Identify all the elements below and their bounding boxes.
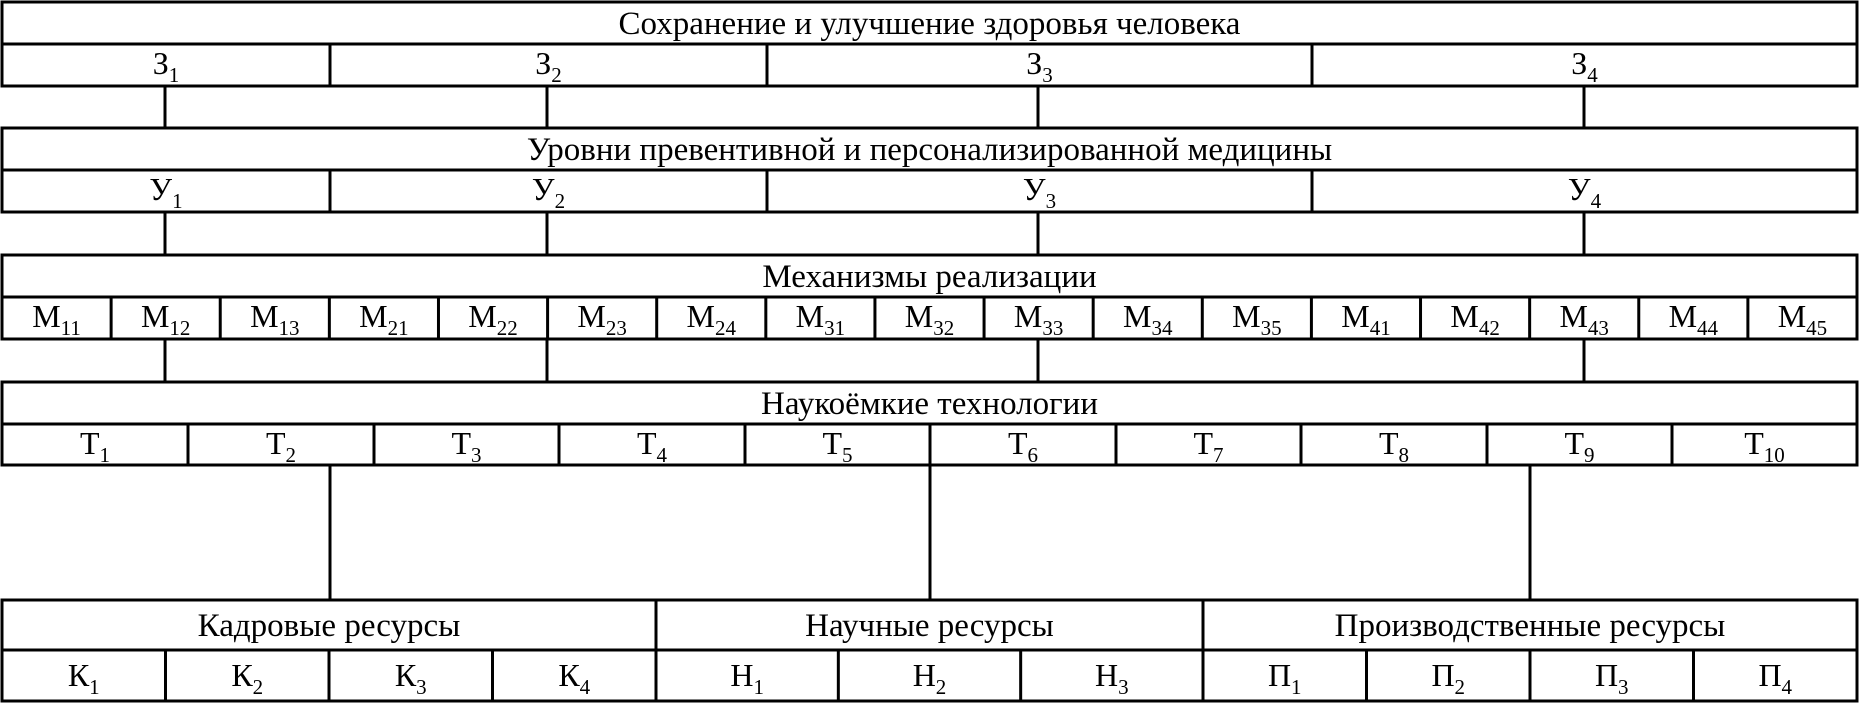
resource-cell-1-1-subscript: 1 [89, 675, 100, 699]
cell-3-1-subscript: 11 [60, 316, 81, 340]
cell-2-2 [532, 171, 565, 213]
cell-1-2 [535, 45, 562, 87]
level-title-4: Наукоёмкие технологии [761, 386, 1098, 422]
cell-1-4-subscript: 4 [1587, 63, 1598, 87]
cell-4-8-subscript: 8 [1398, 443, 1410, 467]
cell-1-3-subscript: 3 [1042, 63, 1053, 87]
cell-3-14-subscript: 42 [1478, 316, 1500, 340]
cell-4-5 [822, 425, 852, 467]
cell-2-3-letter: У [1022, 171, 1046, 207]
cell-3-3-subscript: 13 [278, 316, 300, 340]
cell-3-7-letter: М [686, 298, 715, 334]
cell-4-6-subscript: 6 [1027, 443, 1039, 467]
cell-3-10-subscript: 33 [1042, 316, 1064, 340]
resource-cell-3-2-letter: П [1431, 657, 1455, 693]
cell-2-3-subscript: 3 [1045, 189, 1057, 213]
resource-cell-2-1-letter: Н [730, 657, 754, 693]
resource-cell-3-4-letter: П [1758, 657, 1782, 693]
level-title-2: Уровни превентивной и персонализированной медицины [526, 132, 1333, 168]
cell-3-4-letter: М [359, 298, 388, 334]
resource-cell-3-1-letter: П [1267, 657, 1292, 693]
cell-4-8-letter: Т [1378, 425, 1399, 461]
cell-3-1 [32, 298, 81, 340]
resource-cell-1-2-letter: К [231, 657, 253, 693]
cell-4-2-subscript: 2 [285, 443, 297, 467]
cell-3-11 [1123, 298, 1173, 340]
cell-2-2-letter: У [531, 171, 555, 207]
resource-cell-1-4-letter: К [558, 657, 580, 693]
cell-2-1 [149, 171, 182, 213]
cell-1-4 [1571, 45, 1598, 87]
resource-cell-2-3-letter: Н [1095, 657, 1119, 693]
cell-3-2-letter: М [140, 298, 170, 334]
cell-3-8 [796, 298, 845, 340]
cell-4-4-letter: Т [636, 425, 657, 461]
resource-cell-3-2 [1431, 657, 1465, 699]
cell-3-17-subscript: 45 [1806, 316, 1828, 340]
cell-3-3 [250, 298, 299, 340]
cell-3-5 [468, 298, 517, 340]
resource-cell-1-3-subscript: 3 [416, 675, 427, 699]
cell-3-14 [1450, 298, 1499, 340]
resource-cell-2-2-subscript: 2 [935, 675, 947, 699]
cell-4-3 [451, 425, 481, 467]
cell-4-9 [1564, 425, 1594, 467]
resource-cell-1-1 [68, 657, 100, 699]
cell-3-7-subscript: 24 [714, 316, 736, 340]
cell-1-2-letter: З [535, 45, 552, 81]
resource-cell-1-4-subscript: 4 [579, 675, 591, 699]
resource-cell-2-2 [913, 657, 947, 699]
resource-cell-3-4 [1758, 657, 1792, 699]
cell-3-14-letter: М [1450, 298, 1479, 334]
level-title-3: Механизмы реализации [762, 259, 1097, 295]
cell-3-12 [1232, 298, 1281, 340]
resource-cell-2-2-letter: Н [912, 657, 936, 693]
resource-title-1: Кадровые ресурсы [197, 608, 461, 644]
cell-4-2-letter: Т [265, 425, 286, 461]
resource-cell-1-2-subscript: 2 [252, 675, 264, 699]
resource-cell-3-2-subscript: 2 [1454, 675, 1466, 699]
cell-3-2-subscript: 12 [169, 316, 191, 340]
cell-2-4-subscript: 4 [1590, 189, 1602, 213]
cell-4-6-letter: Т [1007, 425, 1028, 461]
cell-3-6-subscript: 23 [605, 316, 627, 340]
cell-3-2 [141, 298, 190, 340]
cell-3-10 [1014, 298, 1063, 340]
cell-3-3-letter: М [250, 298, 279, 334]
cell-3-15-subscript: 43 [1587, 316, 1609, 340]
cell-1-1-letter: З [152, 45, 169, 81]
cell-3-16-letter: М [1668, 298, 1698, 334]
cell-2-1-subscript: 1 [172, 189, 183, 213]
cell-4-2 [266, 425, 296, 467]
cell-4-7 [1193, 425, 1223, 467]
cell-2-1-letter: У [149, 171, 173, 207]
cell-3-12-letter: М [1232, 298, 1261, 334]
cell-3-6 [577, 298, 626, 340]
cell-3-4-subscript: 21 [387, 316, 409, 340]
cell-3-9-letter: М [904, 298, 934, 334]
cell-3-16 [1669, 298, 1719, 340]
cell-2-4 [1568, 171, 1602, 213]
cell-4-8 [1379, 425, 1409, 467]
cell-2-2-subscript: 2 [554, 189, 566, 213]
cell-4-9-letter: Т [1564, 425, 1585, 461]
cell-3-4 [359, 298, 408, 340]
cell-4-9-subscript: 9 [1584, 443, 1595, 467]
resource-cell-3-3-letter: П [1594, 657, 1619, 693]
cell-4-6 [1008, 425, 1038, 467]
cell-1-3-letter: З [1026, 45, 1043, 81]
cell-3-10-letter: М [1013, 298, 1043, 334]
resource-cell-1-1-letter: К [67, 657, 90, 693]
resource-cell-1-4 [558, 657, 590, 699]
cell-3-11-subscript: 34 [1151, 316, 1173, 340]
resource-cell-2-1 [730, 657, 764, 699]
cell-3-1-letter: М [32, 298, 61, 334]
cell-1-2-subscript: 2 [551, 63, 562, 87]
cell-1-4-letter: З [1571, 45, 1588, 81]
cell-3-15 [1559, 298, 1608, 340]
resource-title-3: Производственные ресурсы [1334, 608, 1726, 644]
cell-4-7-subscript: 7 [1213, 443, 1224, 467]
resource-title-2: Научные ресурсы [805, 608, 1054, 644]
resource-cell-1-3-letter: К [394, 657, 417, 693]
resource-cell-3-4-subscript: 4 [1781, 675, 1793, 699]
cell-4-5-letter: Т [822, 425, 843, 461]
cell-1-1 [153, 45, 180, 87]
resource-cell-1-3 [395, 657, 427, 699]
cell-3-12-subscript: 35 [1260, 316, 1282, 340]
cell-3-16-subscript: 44 [1697, 316, 1719, 340]
cell-3-15-letter: М [1559, 298, 1588, 334]
cell-3-7 [687, 298, 737, 340]
cell-4-1-subscript: 1 [99, 443, 111, 467]
cell-3-9 [905, 298, 954, 340]
cell-2-4-letter: У [1567, 171, 1591, 207]
cell-3-13-letter: М [1341, 298, 1370, 334]
cell-3-11-letter: М [1123, 298, 1152, 334]
cell-3-6-letter: М [577, 298, 606, 334]
resource-cell-2-3-subscript: 3 [1118, 675, 1129, 699]
cell-3-5-subscript: 22 [496, 316, 518, 340]
resource-cell-2-1-subscript: 1 [753, 675, 764, 699]
cell-4-4-subscript: 4 [656, 443, 668, 467]
cell-4-5-subscript: 5 [842, 443, 853, 467]
resource-cell-3-1-subscript: 1 [1291, 675, 1302, 699]
resource-cell-3-3 [1595, 657, 1629, 699]
cell-2-3 [1023, 171, 1056, 213]
cell-3-9-subscript: 32 [933, 316, 955, 340]
cell-4-3-letter: Т [451, 425, 472, 461]
cell-4-7-letter: Т [1193, 425, 1214, 461]
resource-cell-1-2 [231, 657, 263, 699]
cell-4-10 [1744, 425, 1785, 467]
cell-1-1-subscript: 1 [168, 63, 180, 87]
cell-3-17 [1778, 298, 1827, 340]
cell-4-3-subscript: 3 [471, 443, 482, 467]
cell-3-8-subscript: 31 [824, 316, 846, 340]
cell-1-3 [1026, 45, 1053, 87]
resource-cell-3-1 [1268, 657, 1302, 699]
resource-cell-3-3-subscript: 3 [1618, 675, 1629, 699]
cell-4-4 [637, 425, 668, 467]
cell-4-1 [80, 425, 110, 467]
cell-3-8-letter: М [795, 298, 825, 334]
level-title-1: Сохранение и улучшение здоровья человека [618, 6, 1241, 42]
cell-3-13 [1341, 298, 1390, 340]
cell-4-1-letter: Т [79, 425, 100, 461]
cell-3-13-subscript: 41 [1369, 316, 1391, 340]
cell-4-10-letter: Т [1744, 425, 1764, 461]
resource-cell-2-3 [1095, 657, 1129, 699]
cell-4-10-subscript: 10 [1763, 443, 1785, 467]
cell-3-5-letter: М [468, 298, 497, 334]
cell-3-17-letter: М [1777, 298, 1807, 334]
